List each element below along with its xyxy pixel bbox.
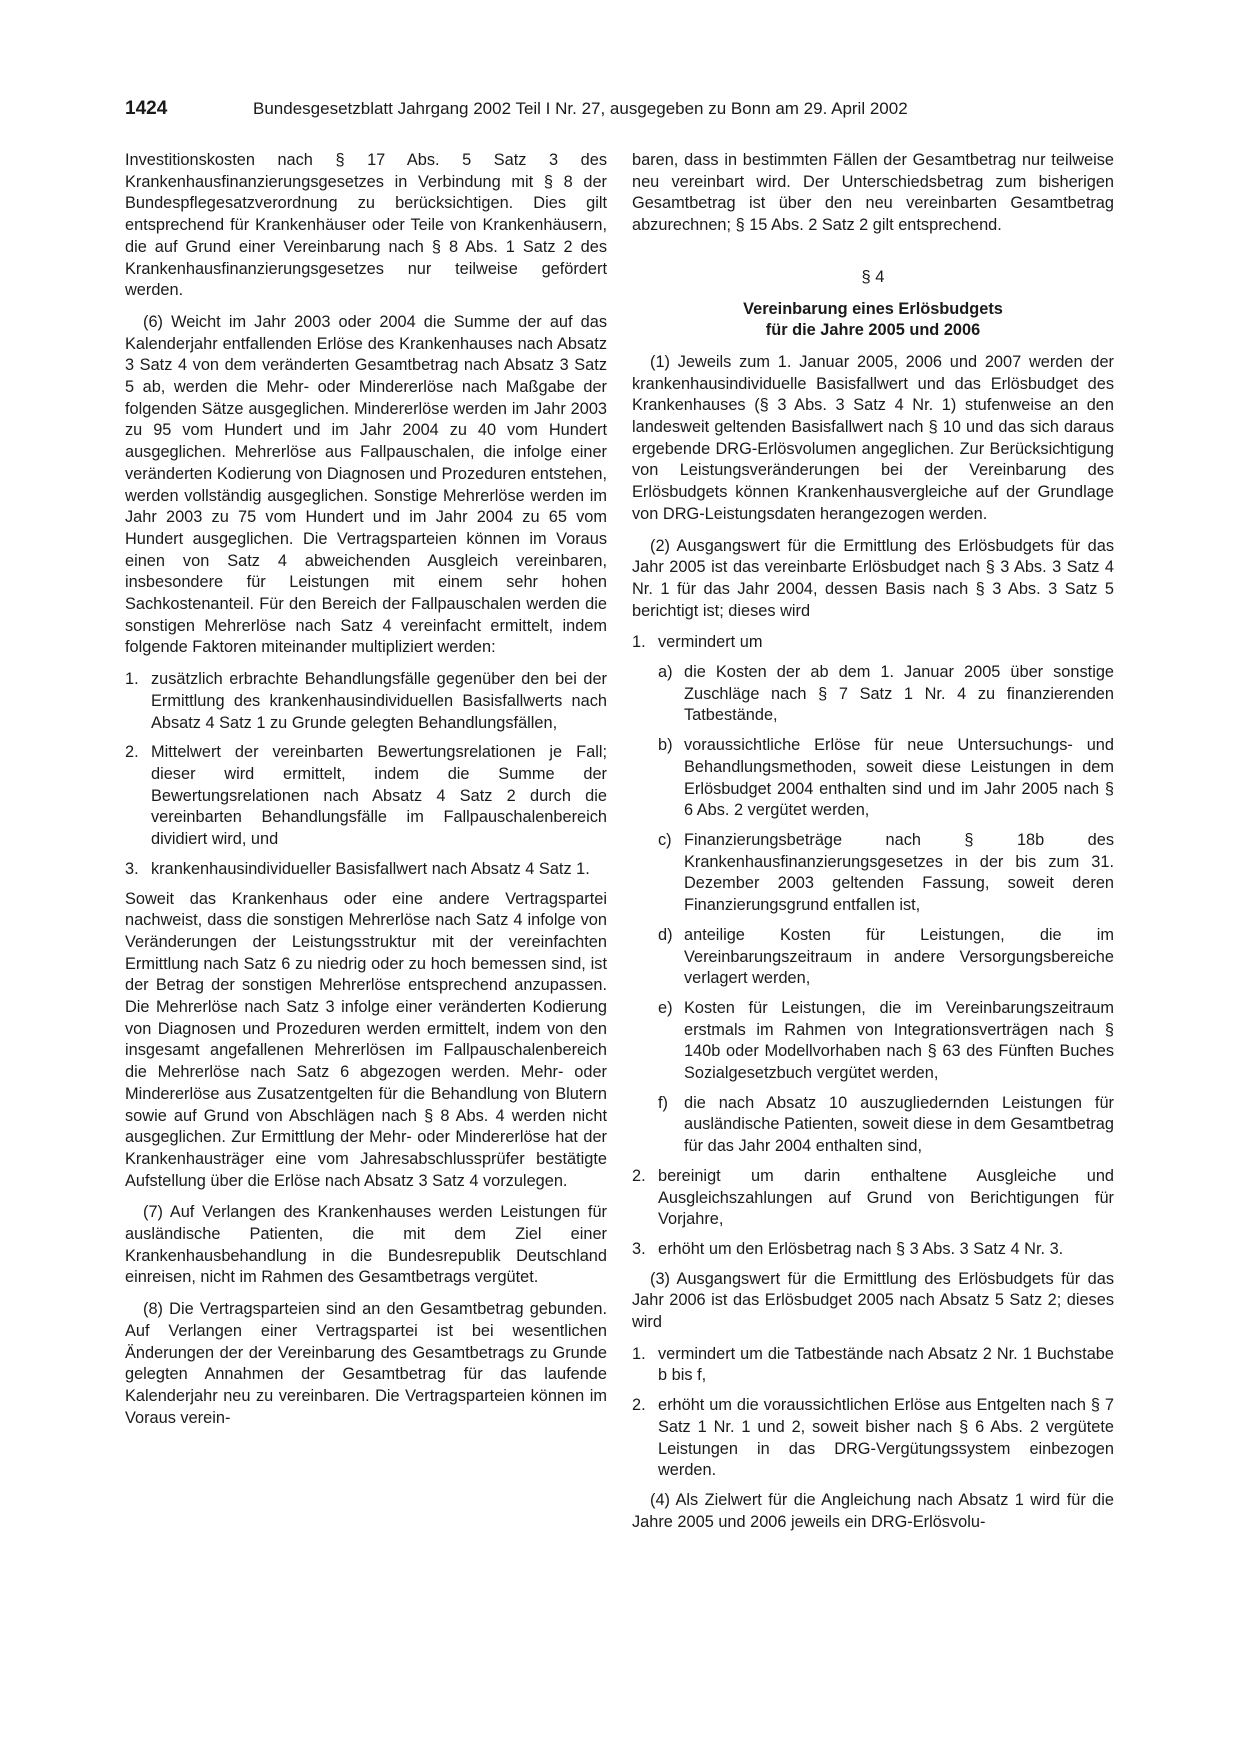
list-item: [632, 632, 1114, 654]
paragraph-abs-2: (2) Ausgangswert für die Ermittlung des Erlösbudgets für das Jahr 2005 ist das vereinbarte Erlösbudget nach § 3 Abs. 3 Satz 4 Nr. 1 für das Jahr 2004, dessen Basis nach § 3 Abs. 3 Satz 5 berichtigt ist; dieses wird: [632, 536, 1114, 620]
paragraph-abs-7: (7) Auf Verlangen des Krankenhauses werden Leistungen für ausländische Patienten, die mit dem Ziel einer Krankenhausbehandlung in die Bundesrepublik Deutschland einreisen, nicht im Rahmen des Gesamtbetrags vergütet.: [125, 1203, 607, 1287]
sub-list-text: die Kosten der ab dem 1. Januar 2005 über sonstige Zuschläge nach § 7 Satz 1 Nr. 4 zu finanzierenden Tatbestände,: [684, 663, 1114, 725]
paragraph-continuation: baren, dass in bestimmten Fällen der Gesamtbetrag nur teilweise neu vereinbart wird. Der Unterschiedsbetrag zum bisherigen Gesamtbetrag ist über den neu vereinbarten Gesamtbetrag abzurechnen; § 15 Abs. 2 Satz 2 gilt entsprechend.: [632, 151, 1114, 235]
list-item: [125, 742, 607, 851]
sub-list-letter: a): [658, 663, 673, 682]
paragraph-abs-4: (4) Als Zielwert für die Angleichung nach Absatz 1 wird für die Jahre 2005 und 2006 jeweils ein DRG-Erlösvolu-: [632, 1490, 1114, 1531]
list-text: zusätzlich erbrachte Behandlungsfälle gegenüber den bei der Ermittlung des krankenhausindividuellen Basisfallwerts nach Absatz 4 Satz 1 zu Grunde gelegten Behandlungsfällen,: [151, 670, 607, 732]
running-head: Bundesgesetzblatt Jahrgang 2002 Teil I Nr. 27, ausgegeben zu Bonn am 29. April 2002: [253, 99, 908, 118]
paragraph-soweit: Soweit das Krankenhaus oder eine andere Vertragspartei nachweist, dass die sonstigen Mehrerlöse nach Satz 4 infolge von Veränderungen der Leistungsstruktur mit der vereinfachten Ermittlung nach Satz 6 zu niedrig oder zu hoch bemessen sind, ist der Betrag der sonstigen Mehrerlöse entsprechend anzupassen. Die Mehrerlöse nach Satz 3 infolge einer veränderten Kodierung von Diagnosen und Prozeduren werden ermittelt, indem von den insgesamt angefallenen Mehrerlösen im Fallpauschalenbereich die Mehrerlöse nach Satz 6 abgezogen werden. Mehr- oder Mindererlöse aus Zusatzentgelten für die Behandlung von Blutern sowie auf Grund von Abschlägen nach § 8 Abs. 4 werden nicht ausgeglichen. Zur Ermittlung der Mehr- oder Mindererlöse hat der Krankenhausträger eine vom Jahresabschlussprüfer bestätigte Aufstellung über die Erlöse nach Absatz 3 Satz 4 vorzulegen.: [125, 889, 607, 1190]
list-text: vermindert um: [658, 633, 763, 652]
list-number: 1.: [125, 670, 139, 689]
list-text: erhöht um die voraussichtlichen Erlöse aus Entgelten nach § 7 Satz 1 Nr. 1 und 2, soweit bisher nach § 6 Abs. 2 vergütete Leistungen in das DRG-Vergütungssystem einbezogen werden.: [658, 1396, 1114, 1480]
sub-list-letter: c): [658, 830, 672, 849]
page-number: 1424: [125, 98, 168, 119]
list-number: 1.: [632, 1344, 646, 1363]
list-number: 2.: [125, 743, 139, 762]
section-title-line-1: Vereinbarung eines Erlösbudgets: [743, 299, 1003, 318]
sub-list-item: [658, 735, 1114, 822]
list-text: Mittelwert der vereinbarten Bewertungsrelationen je Fall; dieser wird ermittelt, indem die Summe der Bewertungsrelationen nach Absatz 4 Satz 2 durch die vereinbarten Behandlungsfälle im Fallpauschalenbereich dividiert wird, und: [151, 743, 607, 849]
paragraph-abs-3: (3) Ausgangswert für die Ermittlung des Erlösbudgets für das Jahr 2006 ist das Erlösbudget 2005 nach Absatz 5 Satz 2; dieses wird: [632, 1269, 1114, 1332]
sub-list-text: die nach Absatz 10 auszugliedernden Leistungen für ausländische Patienten, soweit diese in dem Gesamtbetrag für das Jahr 2004 enthalten sind,: [684, 1093, 1114, 1156]
sub-list-text: Kosten für Leistungen, die im Vereinbarungszeitraum erstmals im Rahmen von Integrationsverträgen nach § 140b oder Modellvorhaben nach § 63 des Fünften Buches Sozialgesetzbuch vergütet werden,: [684, 998, 1114, 1083]
sub-list-item: [658, 662, 1114, 727]
sub-list-text: Finanzierungsbeträge nach § 18b des Krankenhausfinanzierungsgesetzes in der bis zum 31. Dezember 2003 geltenden Fassung, soweit deren Finanzierungsgrund entfallen ist,: [684, 830, 1114, 915]
paragraph-abs-1: (1) Jeweils zum 1. Januar 2005, 2006 und 2007 werden der krankenhausindividuelle Basisfallwert und das Erlösbudget des Krankenhauses (§ 3 Abs. 3 Satz 4 Nr. 1) stufenweise an den landesweit geltenden Basisfallwert nach § 10 und das sich daraus ergebende DRG-Erlösvolumen angeglichen. Zur Berücksichtigung von Leistungsveränderungen bei der Vereinbarung des Erlösbudgets können Krankenhausvergleiche auf der Grundlage von DRG-Leistungsdaten herangezogen werden.: [632, 352, 1114, 523]
list-number: 3.: [632, 1239, 646, 1258]
section-title-line-2: für die Jahre 2005 und 2006: [765, 321, 981, 340]
right-column: [632, 150, 1114, 1543]
sub-list-text: anteilige Kosten für Leistungen, die im Vereinbarungszeitraum in andere Versorgungsbereiche verlagert werden,: [684, 925, 1114, 988]
left-column: [125, 150, 607, 1439]
page-header: [125, 98, 1115, 128]
sub-list-letter: d): [658, 925, 673, 944]
paragraph-continuation: Investitionskosten nach § 17 Abs. 5 Satz 3 des Krankenhausfinanzierungsgesetzes in Verbindung mit § 8 der Bundespflegesatzverordnung zu berücksichtigen. Dies gilt entsprechend für Krankenhäuser oder Teile von Krankenhäusern, die auf Grund einer Vereinbarung nach § 8 Abs. 1 Satz 2 des Krankenhausfinanzierungsgesetzes nur teilweise gefördert werden.: [125, 151, 607, 300]
list-item: [632, 1239, 1114, 1261]
list-number: 2.: [632, 1396, 646, 1415]
sub-list-item: [658, 925, 1114, 990]
list-item: [125, 859, 607, 881]
list-number: 3.: [125, 859, 139, 878]
list-item: [632, 1344, 1114, 1387]
list-text: krankenhausindividueller Basisfallwert nach Absatz 4 Satz 1.: [151, 859, 590, 878]
list-item: [125, 669, 607, 734]
sub-list-letter: f): [658, 1093, 668, 1112]
sub-list-item: [658, 830, 1114, 917]
sub-list-text: voraussichtliche Erlöse für neue Untersuchungs- und Behandlungsmethoden, soweit diese Leistungen in dem Erlösbudget 2004 enthalten sind und im Jahr 2005 nach § 6 Abs. 2 vergütet werden,: [684, 736, 1114, 820]
list-item: [632, 1166, 1114, 1231]
list-number: 1.: [632, 633, 646, 652]
paragraph-abs-8: (8) Die Vertragsparteien sind an den Gesamtbetrag gebunden. Auf Verlangen einer Vertragspartei ist bei wesentlichen Änderungen der der Vereinbarung des Gesamtbetrags zu Grunde gelegten Annahmen der Gesamtbetrag für das laufende Kalenderjahr neu zu vereinbaren. Die Vertragsparteien können im Voraus verein-: [125, 1300, 607, 1427]
sub-list-item: [658, 998, 1114, 1085]
list-item: [632, 1395, 1114, 1482]
sub-list-letter: b): [658, 736, 673, 755]
list-text: erhöht um den Erlösbetrag nach § 3 Abs. 3 Satz 4 Nr. 3.: [658, 1239, 1064, 1258]
list-number: 2.: [632, 1166, 646, 1185]
sub-list-item: [658, 1093, 1114, 1158]
section-number: § 4: [861, 267, 885, 286]
list-text: vermindert um die Tatbestände nach Absatz 2 Nr. 1 Buchstabe b bis f,: [658, 1344, 1114, 1385]
sub-list-letter: e): [658, 998, 673, 1017]
list-text: bereinigt um darin enthaltene Ausgleiche und Ausgleichszahlungen auf Grund von Berichtigungen für Vorjahre,: [658, 1166, 1114, 1229]
paragraph-abs-6: (6) Weicht im Jahr 2003 oder 2004 die Summe der auf das Kalenderjahr entfallenden Erlöse des Krankenhauses nach Absatz 3 Satz 4 von dem veränderten Gesamtbetrag nach Absatz 3 Satz 5 ab, werden die Mehr- oder Mindererlöse nach Maßgabe der folgenden Sätze ausgeglichen. Mindererlöse werden im Jahr 2003 zu 95 vom Hundert und im Jahr 2004 zu 40 vom Hundert ausgeglichen. Mehrerlöse aus Fallpauschalen, die infolge einer veränderten Kodierung von Diagnosen und Prozeduren entstehen, werden vollständig ausgeglichen. Sonstige Mehrerlöse werden im Jahr 2003 zu 75 vom Hundert und im Jahr 2004 zu 65 vom Hundert ausgeglichen. Die Vertragsparteien können im Voraus einen von Satz 4 abweichenden Ausgleich vereinbaren, insbesondere für Leistungen mit einem sehr hohen Sachkostenanteil. Für den Bereich der Fallpauschalen werden die sonstigen Mehrerlöse nach Satz 4 vereinfacht ermittelt, indem folgende Faktoren miteinander multipliziert werden:: [125, 312, 607, 657]
section-title: [632, 299, 1114, 342]
